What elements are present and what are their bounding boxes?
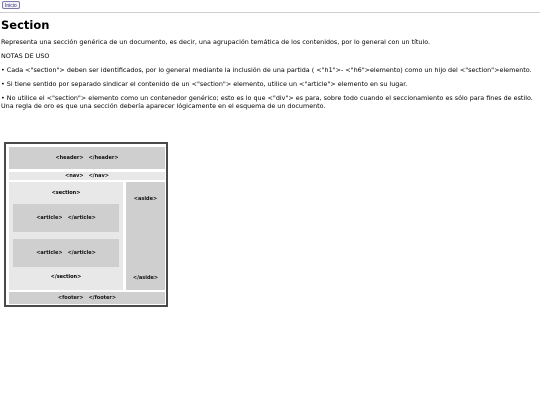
article-open-tag: <article>: [36, 215, 63, 221]
diagram-article-block-1: [13, 204, 119, 232]
usage-note-2: • Si tiene sentido por separado sindicar el contenido de un <"section"> elemento, utilice un <"article"> elemento en su lugar.: [1, 80, 408, 88]
nav-open-tag: <nav>: [65, 173, 84, 179]
article-close-tag: </article>: [67, 215, 96, 221]
description-text: Representa una sección genérica de un documento, es decir, una agrupación temática de los contenidos, por lo general con un título.: [1, 38, 431, 46]
header-open-tag: <header>: [55, 155, 84, 161]
header-close-tag: </header>: [88, 155, 119, 161]
main-content: [1, 18, 537, 116]
diagram-nav-block: [9, 172, 165, 180]
aside-open-tag: <aside>: [133, 196, 158, 202]
usage-note-3: • No utilice el <"section"> elemento como un contenedor genérico; esto es lo que <"div"> es para, sobre todo cuando el seccionamiento es sólo para fines de estilo. Una regla de oro es que una sección debería aparecer lógicamente en el esquema de un documento.: [1, 94, 533, 110]
article-close-tag: </article>: [67, 250, 96, 256]
section-close-tag: </section>: [50, 274, 82, 280]
aside-close-tag: </aside>: [132, 275, 159, 281]
notes-heading: NOTAS DE USO: [1, 52, 50, 60]
top-toolbar: [0, 0, 540, 13]
page-title: Section: [1, 18, 50, 32]
article-open-tag: <article>: [36, 250, 63, 256]
home-button[interactable]: Inicio: [2, 1, 20, 9]
diagram-aside-block: [126, 182, 165, 290]
nav-close-tag: </nav>: [88, 173, 109, 179]
footer-close-tag: </footer>: [88, 295, 117, 301]
usage-note-1: • Cada <"section"> deben ser identificados, por lo general mediante la inclusión de una partida ( <"h1">- <"h6">elemento) como un hijo del <"section">elemento.: [1, 66, 532, 74]
section-open-tag: <section>: [51, 190, 81, 196]
diagram-header-block: [9, 147, 165, 169]
layout-diagram: [4, 142, 168, 307]
footer-open-tag: <footer>: [57, 295, 84, 301]
diagram-article-block-2: [13, 239, 119, 267]
diagram-footer-block: [9, 292, 165, 304]
